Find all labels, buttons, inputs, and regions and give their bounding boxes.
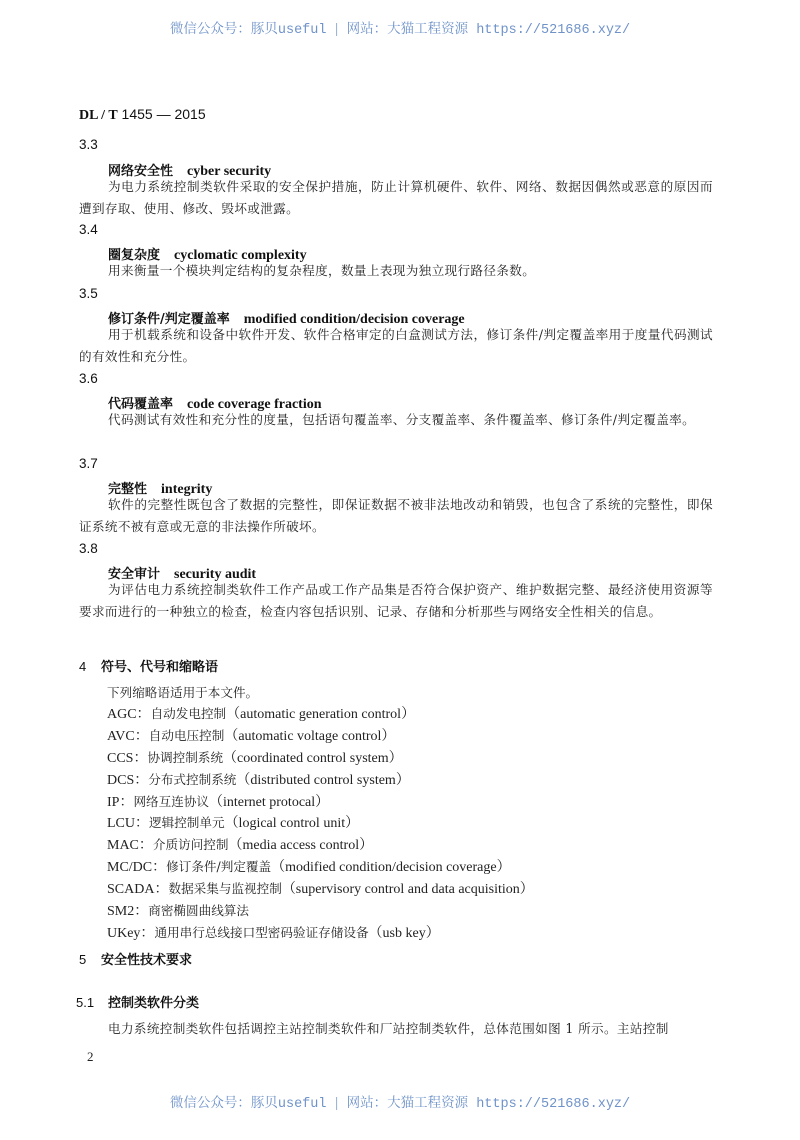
term-definition: 为评估电力系统控制类软件工作产品或工作产品集是否符合保护资产、维护数据完整、最经济使用资源等要求而进行的一种独立的检查，检查内容包括识别、记录、存储和分析那些与网络安全性相关的信息。 (79, 582, 713, 619)
term-definition: 代码测试有效性和充分性的度量，包括语句覆盖率、分支覆盖率、条件覆盖率、修订条件/判定覆盖率。 (108, 412, 696, 427)
section-paragraph: 电力系统控制类软件包括调控主站控制类软件和厂站控制类软件，总体范围如图 1 所示。主站控制 (108, 1021, 669, 1036)
section-number: 4 (79, 659, 87, 674)
abbreviation-item: SM2：商密椭圆曲线算法 (107, 903, 249, 920)
term-zh: 代码覆盖率 (108, 397, 174, 412)
section-heading-5-1 (76, 992, 199, 1011)
abbreviation-list (107, 683, 534, 945)
abbreviation-intro: 下列缩略语适用于本文件。 (107, 685, 259, 700)
section-title: 安全性技术要求 (101, 953, 193, 968)
abbreviation-item: LCU：逻辑控制单元（logical control unit） (107, 815, 360, 832)
section-heading-4 (79, 656, 218, 675)
watermark-separator: | (332, 23, 341, 38)
term-zh: 安全审计 (108, 567, 161, 582)
term-en: integrity (161, 482, 213, 497)
watermark-site: 网站：大猫工程资源 https://521686.xyz/ (346, 23, 631, 38)
section-number: 5.1 (76, 995, 95, 1010)
watermark-wechat: 微信公众号：豚贝useful (169, 1097, 327, 1112)
abbreviation-item: DCS：分布式控制系统（distributed control system） (107, 771, 410, 788)
doc-prefix: DL / T (79, 108, 118, 123)
term-en: code coverage fraction (187, 397, 322, 412)
term-zh: 完整性 (108, 482, 148, 497)
term-number: 3.8 (79, 541, 98, 556)
section-number: 5 (79, 952, 87, 967)
abbreviation-item: CCS：协调控制系统（coordinated control system） (107, 749, 403, 766)
term-zh: 修订条件/判定覆盖率 (108, 312, 230, 327)
abbreviation-item: AVC：自动电压控制（automatic voltage control） (107, 727, 396, 744)
term-en: modified condition/decision coverage (243, 312, 465, 327)
watermark-separator: | (332, 1097, 341, 1112)
abbreviation-item: UKey：通用串行总线接口型密码验证存储设备（usb key） (107, 924, 440, 941)
term-number: 3.5 (79, 286, 98, 301)
term-zh: 网络安全性 (108, 164, 174, 179)
watermark-top (0, 17, 800, 38)
section-title: 符号、代号和缩略语 (101, 660, 219, 675)
watermark-wechat: 微信公众号：豚贝useful (169, 23, 327, 38)
abbreviation-item: MC/DC：修订条件/判定覆盖（modified condition/decision coverage） (107, 859, 511, 876)
term-definition: 用于机载系统和设备中软件开发、软件合格审定的白盒测试方法，修订条件/判定覆盖率用于度量代码测试的有效性和充分性。 (79, 327, 713, 364)
term-zh: 圈复杂度 (108, 248, 161, 263)
abbreviation-item: AGC：自动发电控制（automatic generation control） (107, 705, 416, 722)
doc-number: 1455 — 2015 (121, 106, 206, 122)
term-number: 3.6 (79, 371, 98, 386)
section-title: 控制类软件分类 (108, 996, 200, 1011)
section-heading-5 (79, 949, 192, 968)
term-en: security audit (174, 567, 257, 582)
term-en: cyclomatic complexity (174, 248, 307, 263)
abbreviation-item: MAC：介质访问控制（media access control） (107, 837, 374, 854)
abbreviation-item: IP：网络互连协议（internet protocal） (107, 793, 330, 810)
term-number: 3.3 (79, 137, 98, 152)
watermark-site: 网站：大猫工程资源 https://521686.xyz/ (346, 1097, 631, 1112)
term-definition: 用来衡量一个模块判定结构的复杂程度，数量上表现为独立现行路径条数。 (108, 263, 536, 278)
term-definition: 为电力系统控制类软件采取的安全保护措施，防止计算机硬件、软件、网络、数据因偶然或恶意的原因而遭到存取、使用、修改、毁坏或泄露。 (79, 179, 713, 216)
term-number: 3.7 (79, 456, 98, 471)
page-number: 2 (87, 1049, 94, 1064)
term-definition: 软件的完整性既包含了数据的完整性，即保证数据不被非法地改动和销毁，也包含了系统的完整性，即保证系统不被有意或无意的非法操作所破坏。 (79, 497, 713, 534)
term-number: 3.4 (79, 222, 98, 237)
document-id (79, 106, 206, 124)
term-en: cyber security (187, 164, 272, 179)
abbreviation-item: SCADA：数据采集与监视控制（supervisory control and data acquisition） (107, 881, 534, 898)
watermark-bottom (0, 1091, 800, 1112)
